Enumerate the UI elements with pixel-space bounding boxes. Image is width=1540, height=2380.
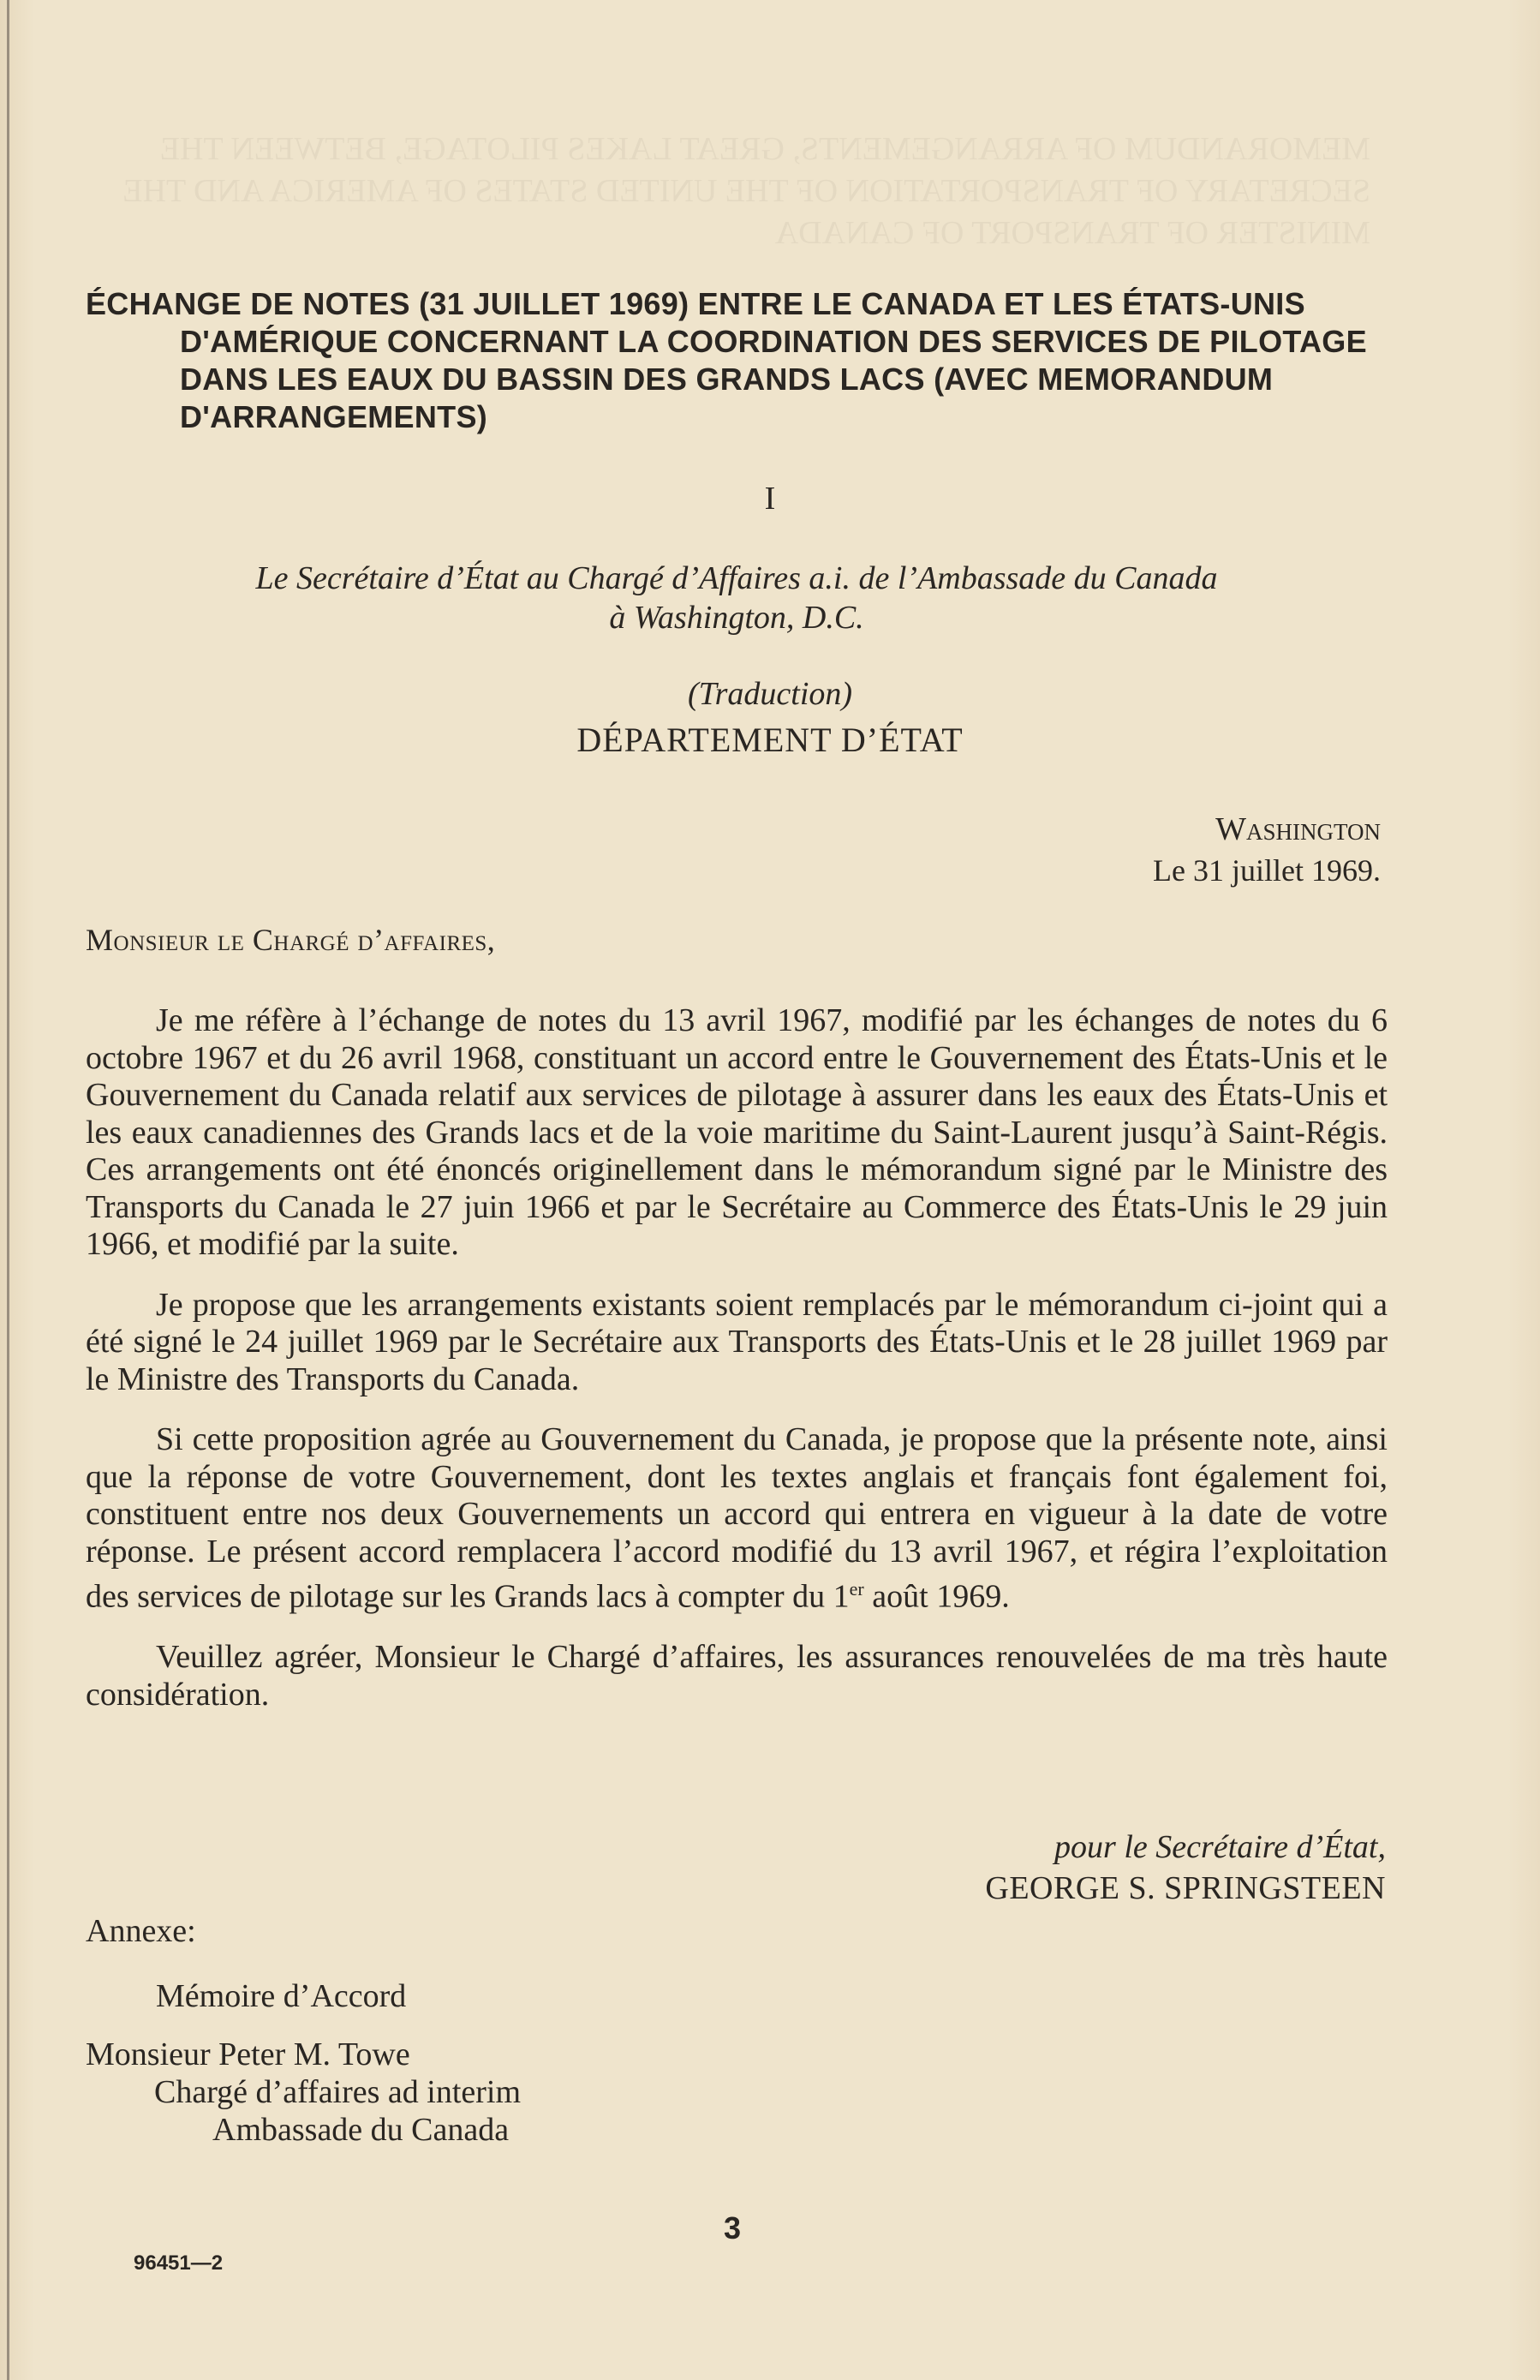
addressee-line [0, 559, 1473, 637]
letter-date: Le 31 juillet 1969. [1153, 853, 1381, 888]
page-number: 3 [723, 2210, 742, 2245]
recipient-title: Chargé d’affaires ad interim [154, 2074, 522, 2110]
paragraph-4: Veuillez agréer, Monsieur le Chargé d’affaires, les assurances renouvelées de ma très haute considération. [86, 1639, 1388, 1713]
recipient-org: Ambassade du Canada [212, 2112, 510, 2148]
show-through-bleed: MEMORANDUM OF ARRANGEMENTS, GREAT LAKES PILOTAGE, BETWEEN THE SECRETARY OF TRANSPORTATION OF THE UNITED STATES OF AMERICA AND THE MINISTER OF TRANSPORT OF CANADA [122, 131, 1370, 251]
print-code: 96451—2 [134, 2251, 224, 2275]
binding-edge [7, 0, 9, 2380]
heading-continuation: D'AMÉRIQUE CONCERNANT LA COORDINATION DES SERVICES DE PILOTAGE DANS LES EAUX DU BASSIN DES GRANDS LACS (AVEC MEMORANDUM D'ARRANGEMENTS) [180, 324, 1367, 434]
annex-item: Mémoire d’Accord [156, 1978, 407, 2014]
signature-pour: pour le Secrétaire d’État, [1054, 1829, 1386, 1865]
document-heading [86, 285, 1388, 436]
paragraph-1: Je me réfère à l’échange de notes du 13 avril 1967, modifié par les échanges de notes du 6 octobre 1967 et du 26 avril 1968, constituant un accord entre le Gouvernement des États-Unis et le Gouvernement du Canada relatif aux services de pilotage à assurer dans les eaux des États-Unis et les eaux canadiennes des Grands lacs et de la voie maritime du Saint-Laurent jusqu’à Saint-Régis. Ces arrangements ont été énoncés originellement dans le mémorandum signé par le Ministre des Transports du Canada le 27 juin 1966 et par le Secrétaire au Commerce des États-Unis le 29 juin 1966, et modifié par la suite. [86, 1002, 1388, 1262]
place-city: Washington [1215, 811, 1381, 847]
signature-name: GEORGE S. SPRINGSTEEN [985, 1870, 1386, 1906]
paragraph-3: Si cette proposition agrée au Gouvernement du Canada, je propose que la présente note, ainsi que la réponse de votre Gouvernement, dont les textes anglais et français font également foi, constituent entre nos deux Gouvernements un accord qui entrera en vigueur à la date de votre réponse. Le présent accord remplacera l’accord modifié du 13 avril 1967, et régira l’exploitation des services de pilotage sur les Grands lacs à compter du 1er août 1969. [86, 1421, 1388, 1615]
recipient-name: Monsieur Peter M. Towe [86, 2036, 410, 2072]
heading-line-1: ÉCHANGE DE NOTES (31 JUILLET 1969) ENTRE LE CANADA ET LES ÉTATS-UNIS [86, 286, 1305, 321]
salutation: Monsieur le Chargé d’affaires, [86, 923, 496, 957]
place-and-date [1153, 809, 1381, 891]
department-title: DÉPARTEMENT D’ÉTAT [576, 721, 964, 759]
paragraph-2: Je propose que les arrangements existants soient remplacés par le mémorandum ci-joint qui a été signé le 24 juillet 1969 par le Secrétaire aux Transports des États-Unis et le 28 juillet 1969 par le Ministre des Transports du Canada. [86, 1286, 1388, 1397]
translation-note: (Traduction) [687, 676, 853, 712]
addressee-line-2: à Washington, D.C. [609, 600, 864, 636]
section-numeral: I [764, 481, 776, 517]
recipient-block [86, 2036, 521, 2149]
addressee-line-1: Le Secrétaire d’État au Chargé d’Affaires a.i. de l’Ambassade du Canada [255, 560, 1218, 596]
annex-label: Annexe: [86, 1913, 196, 1949]
signature-block [985, 1827, 1386, 1909]
letter-body [86, 1002, 1388, 1737]
